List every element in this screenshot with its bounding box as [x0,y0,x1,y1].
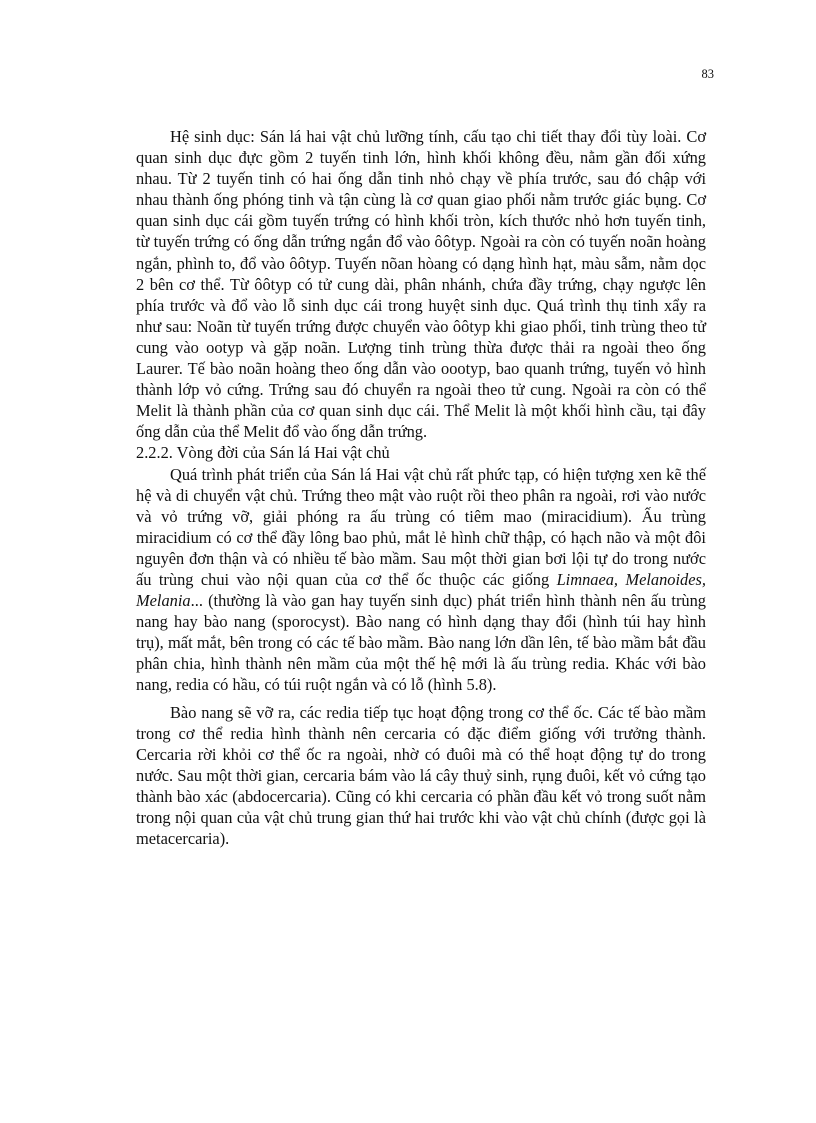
paragraph-life-cycle [136,464,706,696]
paragraph-life-cycle-text-1: Quá trình phát triển của Sán lá Hai vật chủ rất phức tạp, có hiện tượng xen kẽ thế hệ và di chuyển vật chủ. Trứng theo mật vào ruột rồi theo phân ra ngoài, rơi vào nước và vỏ trứng vỡ, giải phóng ra ấu trùng có tiêm mao (miracidium). Ấu trùng miracidium có cơ thể đầy lông bao phủ, mắt lẻ hình chữ thập, có hạch não và một đôi nguyên đơn thận và có nhiều tế bào mầm. Sau một thời gian bơi lội tự do trong nước ấu trùng chui vào nội quan của cơ thể ốc thuộc các giống [136,464,706,589]
page-body [136,126,706,849]
snail-genera-italic: Limnaea, Melanoides, Melania [136,569,706,611]
section-heading: 2.2.2. Vòng đời của Sán lá Hai vật chủ [136,443,390,463]
paragraph-cercaria: Bào nang sẽ vỡ ra, các redia tiếp tục hoạt động trong cơ thể ốc. Các tế bào mầm trong cơ thể redia hình thành nên cercaria có đặc điểm giống với trưởng thành. Cercaria rời khỏi cơ thể ốc ra ngoài, nhờ có đuôi mà có thể hoạt động tự do trong nước. Sau một thời gian, cercaria bám vào lá cây thuỷ sinh, rụng đuôi, kết vỏ cứng tạo thành bào xác (abdocercaria). Cũng có khi cercaria có phần đầu kết vỏ trong suốt nằm trong nội quan của vật chủ trung gian thứ hai trước khi vào vật chủ chính (được gọi là metacercaria). [136,702,706,849]
paragraph-reproductive-system: Hệ sinh dục: Sán lá hai vật chủ lưỡng tính, cấu tạo chi tiết thay đổi tùy loài. Cơ quan sinh dục đực gồm 2 tuyến tinh lớn, hình khối không đều, nằm gần đối xứng nhau. Từ 2 tuyến tinh có hai ống dẫn tinh nhỏ chạy về phía trước, sau đó chập với nhau thành ống phóng tinh và tận cùng là cơ quan giao phối nằm trước giác bụng. Cơ quan sinh dục cái gồm tuyến trứng có hình khối tròn, kích thước nhỏ hơn tuyến tinh, từ tuyến trứng có ống dẫn trứng ngắn đổ vào ôôtyp. Ngoài ra còn có tuyến noãn hoàng ngắn, phình to, đổ vào ôôtyp. Tuyến nõan hòang có dạng hình hạt, màu sẫm, nằm dọc 2 bên cơ thể. Từ ôôtyp có tử cung dài, phân nhánh, chứa đầy trứng, chạy ngược lên phía trước và đổ vào lỗ sinh dục cái trong huyệt sinh dục. Quá trình thụ tinh xẩy ra như sau: Noãn từ tuyến trứng được chuyển vào ôôtyp khi giao phối, tinh trùng theo tử cung vào ootyp và gặp noãn. Lượng tinh trùng thừa được thải ra ngoài theo ống Laurer. Tế bào noãn hoàng theo ống dẫn vào oootyp, bao quanh trứng, tuyến vỏ hình thành lớp vỏ cứng. Trứng sau đó chuyển ra ngoài theo tử cung. Ngoài ra còn có thể Melit là thành phần của cơ quan sinh dục cái. Thể Melit là một khối hình cầu, tại đây ống dẫn của thể Melit đổ vào ống dẫn trứng. [136,127,706,442]
page-number: 83 [701,67,714,81]
paragraph-life-cycle-text-2: ... (thường là vào gan hay tuyến sinh dục) phát triển hình thành nên ấu trùng nang hay bào nang (sporocyst). Bào nang có hình dạng thay đổi (hình túi hay hình trụ), mất mắt, bên trong có các tế bào mầm. Bào nang lớn dần lên, tế bào mầm bắt đầu phân chia, hình thành nên mầm của một thế hệ mới là ấu trùng redia. Khác với bào nang, redia có hầu, có túi ruột ngắn và có lỗ (hình 5.8). [136,591,706,695]
